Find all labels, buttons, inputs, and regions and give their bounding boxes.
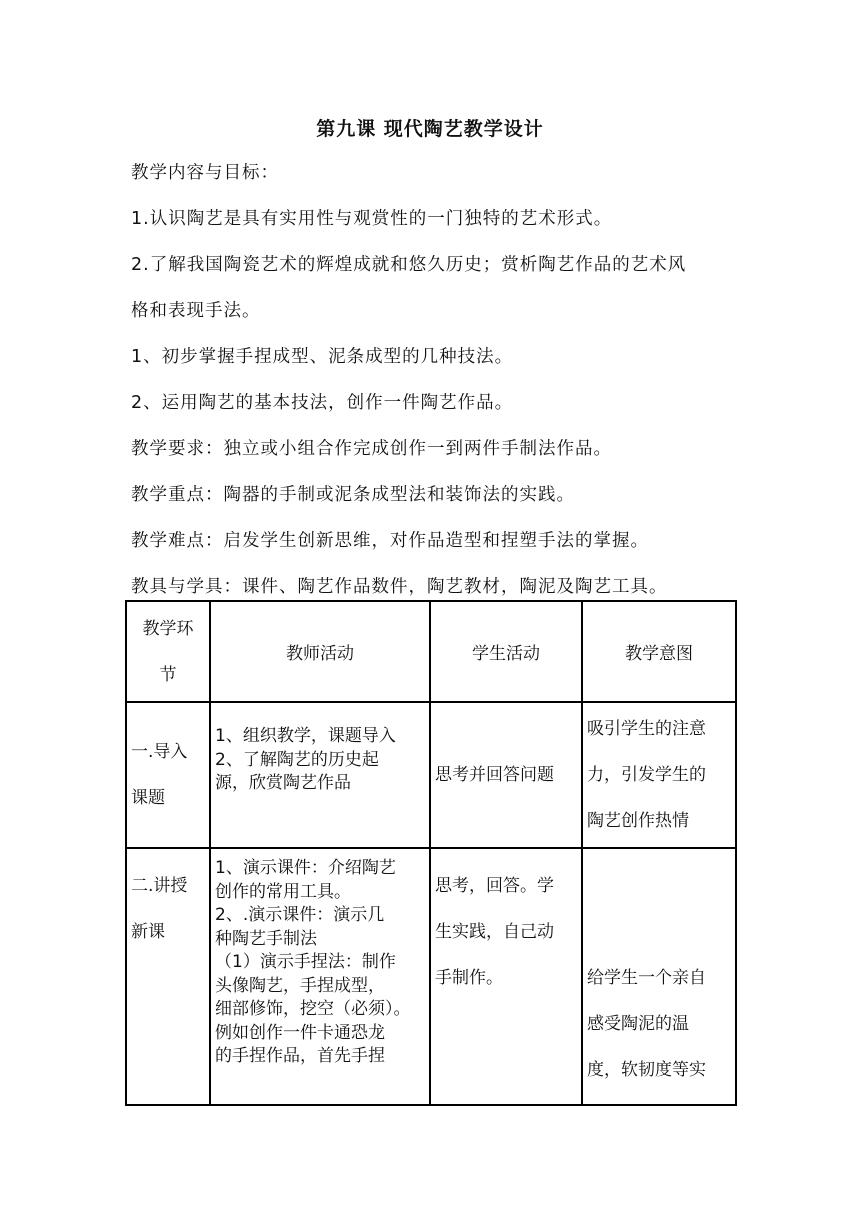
paragraph-goal-1: 1.认识陶艺是具有实用性与观赏性的一门独特的艺术形式。 [131, 209, 613, 229]
paragraph-goal-2-cont: 格和表现手法。 [131, 301, 261, 321]
row-1-student-activity: 思考并回答问题 [430, 702, 582, 848]
row-2-teaching-intent: 给学生一个亲自 感受陶泥的温 度，软韧度等实 [582, 848, 736, 1105]
table-row [126, 702, 736, 848]
paragraph-skill-1: 1、初步掌握手捏成型、泥条成型的几种技法。 [131, 347, 514, 367]
row-2-student-activity: 思考，回答。学 生实践，自己动 手制作。 [430, 848, 582, 1105]
paragraph-materials: 教具与学具：课件、陶艺作品数件，陶艺教材，陶泥及陶艺工具。 [131, 577, 668, 597]
paragraph-skill-2: 2、运用陶艺的基本技法，创作一件陶艺作品。 [131, 393, 514, 413]
paragraph-requirements: 教学要求：独立或小组合作完成创作一到两件手制法作品。 [131, 439, 612, 459]
row-2-stage: 二.讲授 新课 [126, 848, 210, 1105]
row-1-teacher-activity: 1、组织教学，课题导入 2、了解陶艺的历史起 源，欣赏陶艺作品 [210, 702, 430, 848]
paragraph-content-goals-heading: 教学内容与目标： [131, 163, 279, 183]
table-row [126, 848, 736, 1105]
paragraph-key-points: 教学重点：陶器的手制或泥条成型法和装饰法的实践。 [131, 485, 575, 505]
header-stage: 教学环 节 [126, 601, 210, 702]
row-1-teaching-intent: 吸引学生的注意 力，引发学生的 陶艺创作热情 [582, 702, 736, 848]
table-header-row [126, 601, 736, 702]
header-student-activity: 学生活动 [430, 601, 582, 702]
lesson-plan-table [125, 600, 737, 1106]
row-2-teacher-activity: 1、演示课件：介绍陶艺 创作的常用工具。 2、.演示课件：演示几 种陶艺手制法 （1）演示手捏法：制作 头像陶艺，手捏成型， 细部修饰，挖空（必须）。 例如创作一件卡通恐龙 的手捏作品，首先手捏 [210, 848, 430, 1105]
header-teacher-activity: 教师活动 [210, 601, 430, 702]
paragraph-difficulties: 教学难点：启发学生创新思维，对作品造型和捏塑手法的掌握。 [131, 531, 649, 551]
row-1-stage: 一.导入 课题 [126, 702, 210, 848]
header-teaching-intent: 教学意图 [582, 601, 736, 702]
paragraph-goal-2: 2.了解我国陶瓷艺术的辉煌成就和悠久历史；赏析陶艺作品的艺术风 [131, 255, 687, 275]
page-title: 第九课 现代陶艺教学设计 [316, 118, 544, 140]
